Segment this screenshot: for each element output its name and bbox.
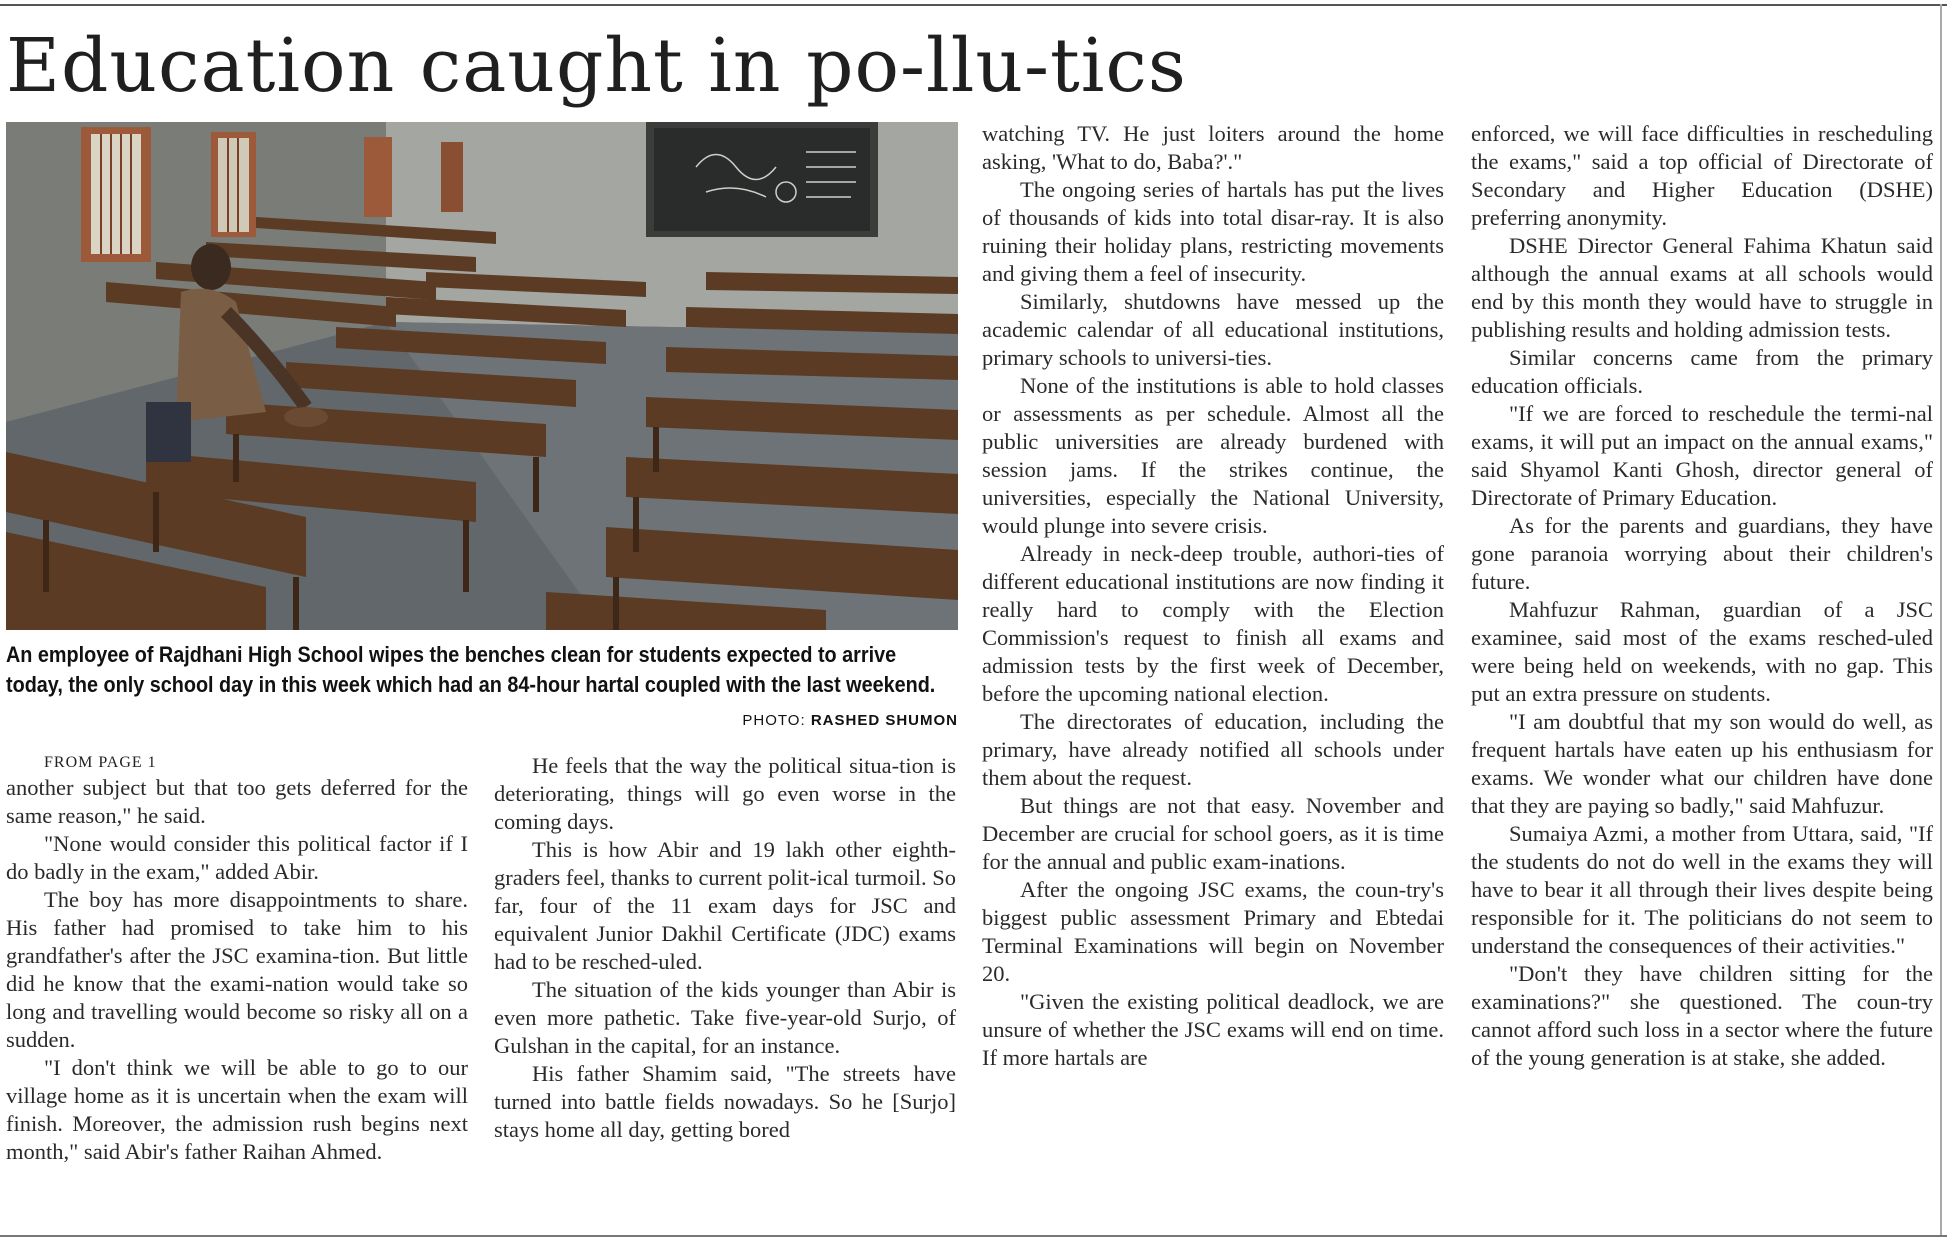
- photo-caption: An employee of Rajdhani High School wipes the benches clean for students expected to arrive today, the only school day in this week which had an 84-hour hartal coupled with the last weekend.: [6, 642, 936, 697]
- paragraph: He feels that the way the political situa-tion is deteriorating, things will go even worse in the coming days.: [494, 753, 956, 834]
- paragraph: His father Shamim said, "The streets have turned into battle fields nowadays. So he [Surjo] stays home all day, getting bored: [494, 1061, 956, 1142]
- article-column-4: [1471, 120, 1933, 1072]
- headline: Education caught in po-llu-tics: [6, 23, 1187, 109]
- photo-credit-name: RASHED SHUMON: [810, 712, 958, 729]
- paragraph: enforced, we will face difficulties in rescheduling the exams," said a top official of Directorate of Secondary and Higher Education (DSHE) preferring anonymity.: [1471, 121, 1933, 230]
- paragraph: "Given the existing political deadlock, we are unsure of whether the JSC exams will end on time. If more hartals are: [982, 989, 1444, 1070]
- paragraph: Similarly, shutdowns have messed up the academic calendar of all educational institutions, primary schools to universi-ties.: [982, 289, 1444, 370]
- paragraph: another subject but that too gets deferred for the same reason," he said.: [6, 775, 468, 828]
- article-column-1: [6, 752, 468, 1166]
- paragraph: Sumaiya Azmi, a mother from Uttara, said, "If the students do not do well in the exams they will have to bear it all through their lives despite being responsible for it. The politicians do not seem to understand the consequences of their activities.": [1471, 821, 1933, 958]
- paragraph: Already in neck-deep trouble, authori-ties of different educational institutions are now finding it really hard to comply with the Election Commission's request to finish all exams and admission tests by the first week of December, before the upcoming national election.: [982, 541, 1444, 706]
- paragraph: watching TV. He just loiters around the home asking, 'What to do, Baba?'.": [982, 121, 1444, 174]
- paragraph: Similar concerns came from the primary education officials.: [1471, 345, 1933, 398]
- photo-credit-label: PHOTO:: [742, 712, 806, 729]
- article-column-3: [982, 120, 1444, 1072]
- bottom-rule: [0, 1235, 1947, 1237]
- paragraph: But things are not that easy. November and December are crucial for school goers, as it is time for the annual and public exam-inations.: [982, 793, 1444, 874]
- paragraph: None of the institutions is able to hold classes or assessments as per schedule. Almost all the public universities are already burdened with session jams. If the strikes continue, the universities, especially the National University, would plunge into severe crisis.: [982, 373, 1444, 538]
- paragraph: After the ongoing JSC exams, the coun-try's biggest public assessment Primary and Ebtedai Terminal Examinations will begin on November 20.: [982, 877, 1444, 986]
- paragraph: "Don't they have children sitting for the examinations?" she questioned. The coun-try cannot afford such loss in a sector where the future of the young generation is at stake, she added.: [1471, 961, 1933, 1070]
- paragraph: "None would consider this political factor if I do badly in the exam," added Abir.: [6, 831, 468, 884]
- top-rule: [0, 4, 1947, 6]
- paragraph: The boy has more disappointments to share. His father had promised to take him to his grandfather's after the JSC examina-tion. But little did he know that the exami-nation would take so long and travelling would become so risky all on a sudden.: [6, 887, 468, 1052]
- paragraph: DSHE Director General Fahima Khatun said although the annual exams at all schools would end by this month they would have to struggle in publishing results and holding admission tests.: [1471, 233, 1933, 342]
- paragraph: Mahfuzur Rahman, guardian of a JSC examinee, said most of the exams resched-uled were being held on weekends, with no gap. This put an extra pressure on students.: [1471, 597, 1933, 706]
- classroom-photo: [6, 122, 958, 630]
- photo-credit: [742, 712, 958, 729]
- right-rule: [1940, 4, 1942, 1237]
- paragraph: "I am doubtful that my son would do well, as frequent hartals have eaten up his enthusiasm for exams. We wonder what our children have done that they are paying so badly," said Mahfuzur.: [1471, 709, 1933, 818]
- paragraph: As for the parents and guardians, they have gone paranoia worrying about their children's future.: [1471, 513, 1933, 594]
- paragraph: The ongoing series of hartals has put the lives of thousands of kids into total disar-ray. It is also ruining their holiday plans, restricting movements and giving them a feel of insecurity.: [982, 177, 1444, 286]
- paragraph: "If we are forced to reschedule the termi-nal exams, it will put an impact on the annual exams," said Shyamol Kanti Ghosh, director general of Directorate of Primary Education.: [1471, 401, 1933, 510]
- paragraph: The situation of the kids younger than Abir is even more pathetic. Take five-year-old Surjo, of Gulshan in the capital, for an instance.: [494, 977, 956, 1058]
- paragraph: "I don't think we will be able to go to our village home as it is uncertain when the exam will finish. Moreover, the admission rush begins next month," said Abir's father Raihan Ahmed.: [6, 1055, 468, 1164]
- article-column-2: [494, 752, 956, 1144]
- paragraph: This is how Abir and 19 lakh other eighth-graders feel, thanks to current polit-ical turmoil. So far, four of the 11 exam days for JSC and equivalent Junior Dakhil Certificate (JDC) exams had to be resched-uled.: [494, 837, 956, 974]
- kicker: FROM PAGE 1: [44, 754, 157, 771]
- paragraph: The directorates of education, including the primary, have already notified all schools under them about the request.: [982, 709, 1444, 790]
